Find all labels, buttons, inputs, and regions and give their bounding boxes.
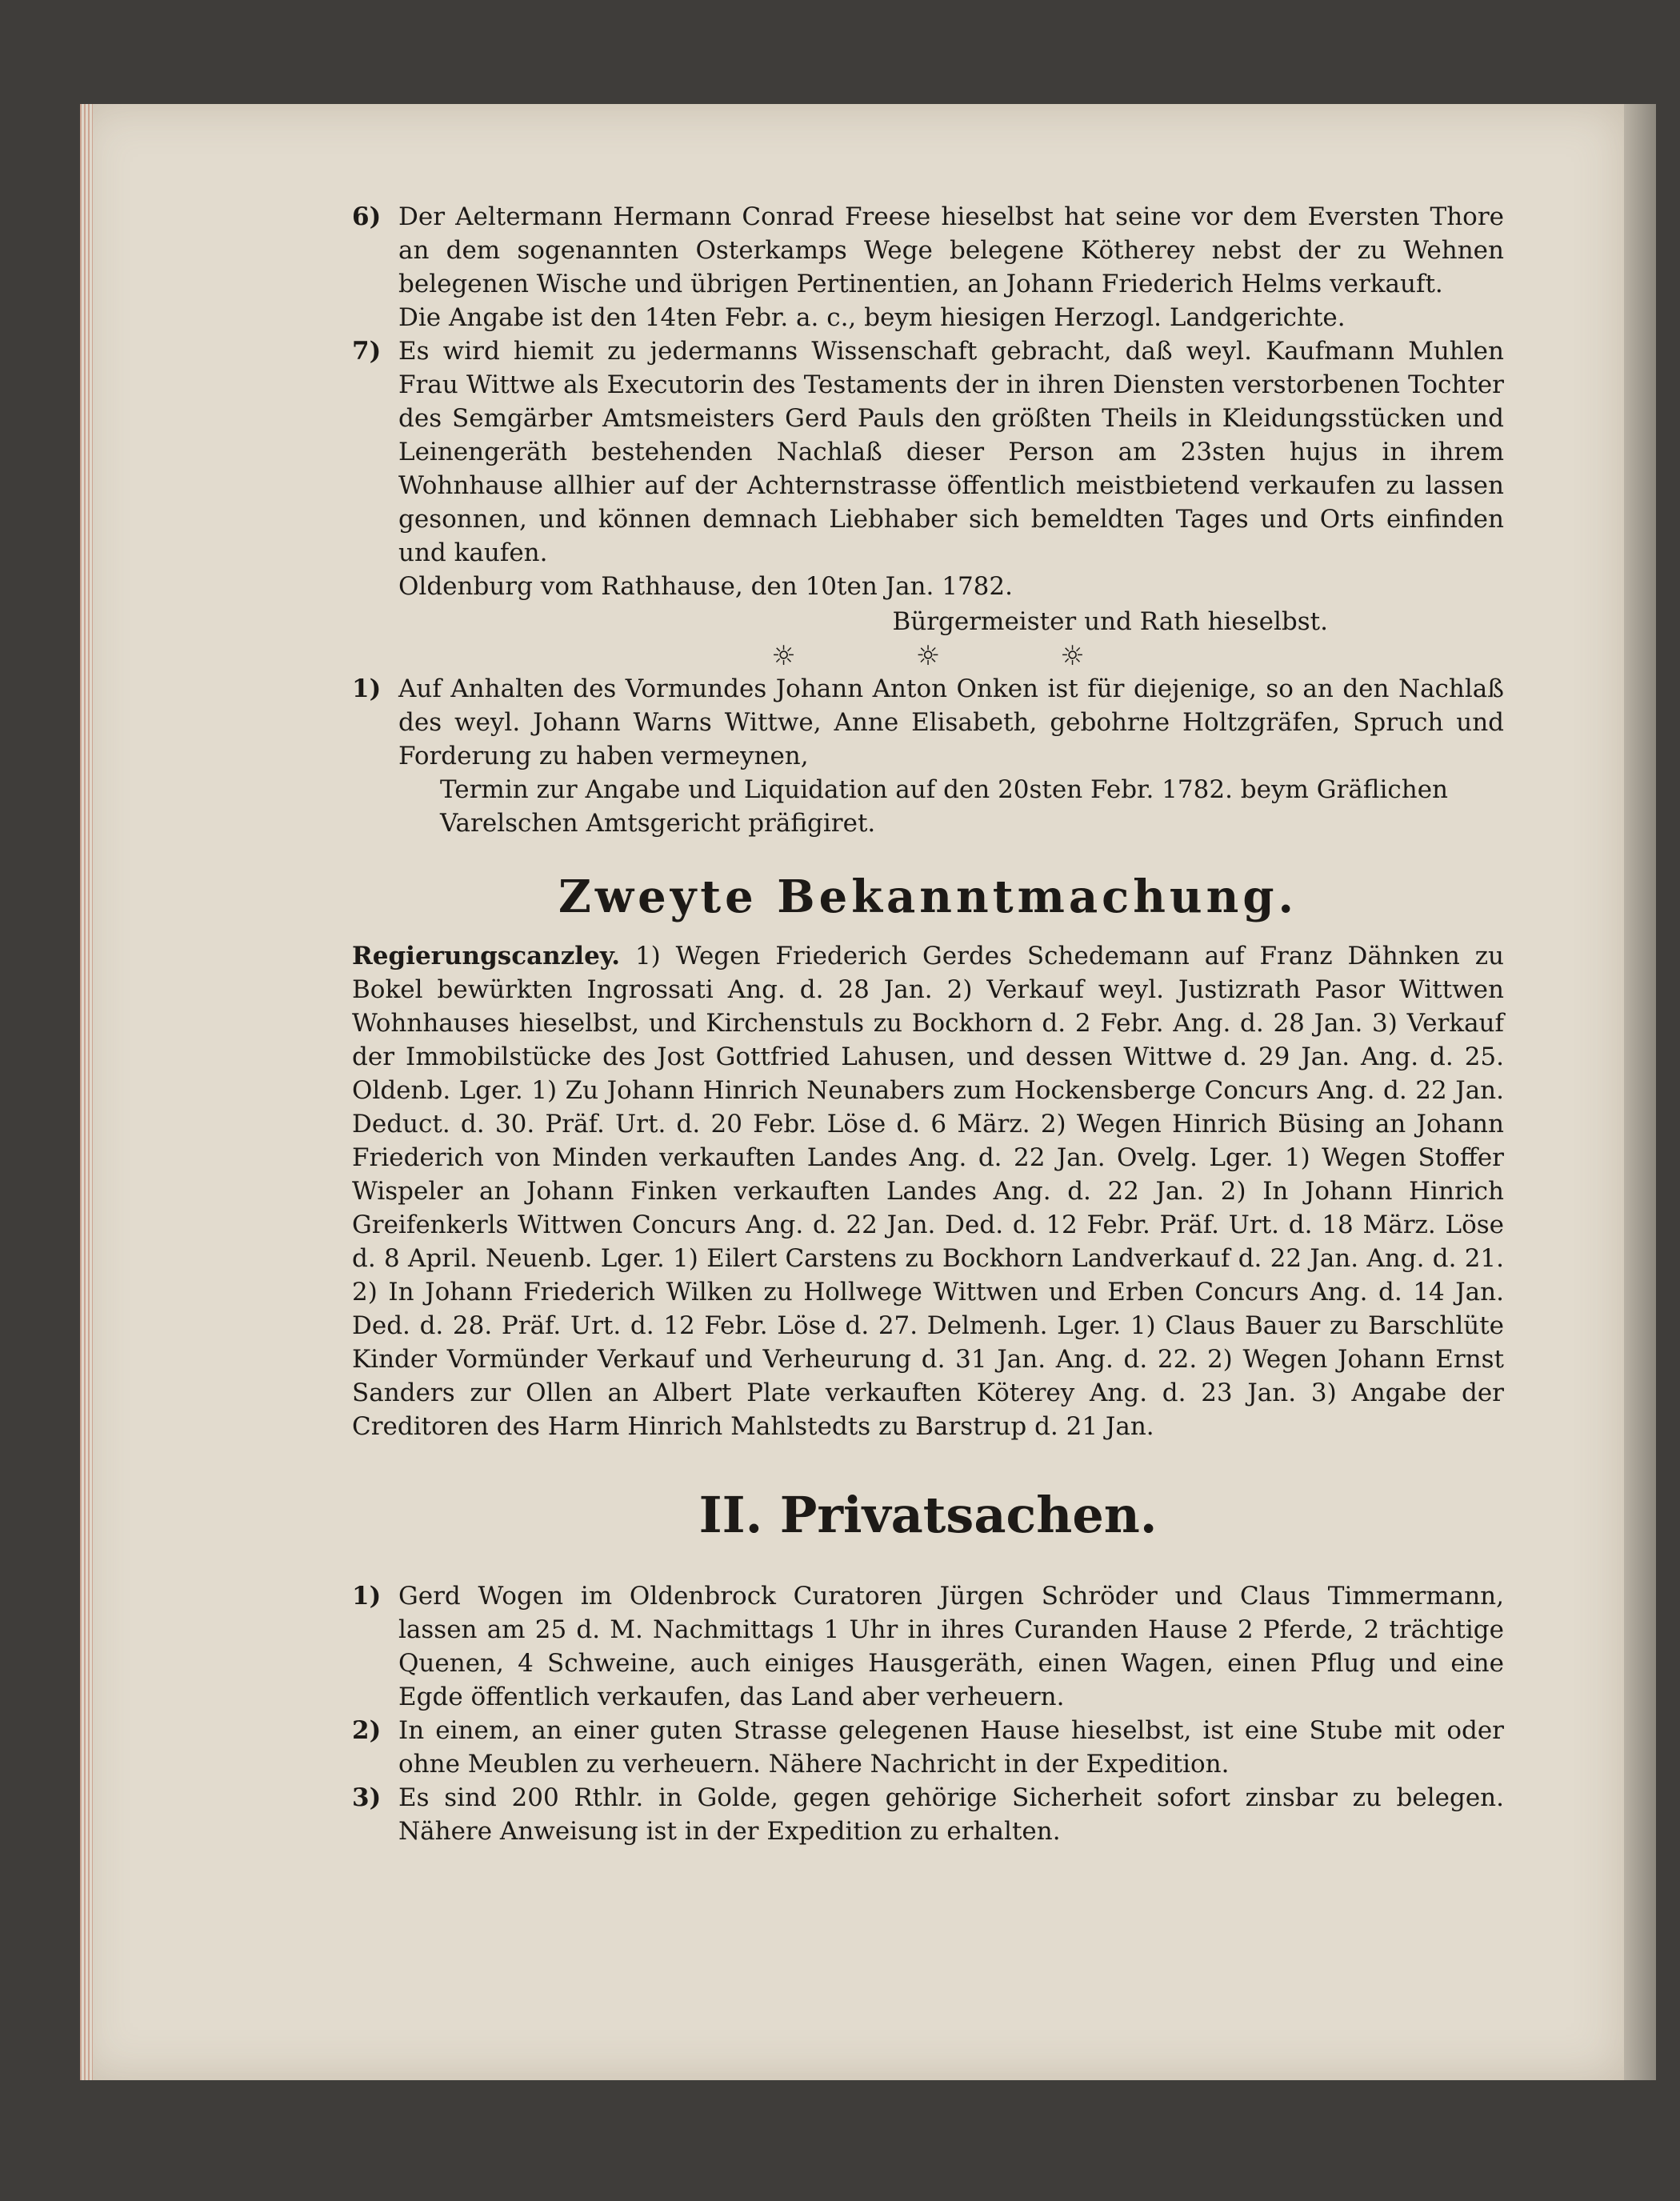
item-text: Der Aeltermann Hermann Conrad Freese hieselbst hat seine vor dem Eversten Thore an dem sogenannten Osterkamps Wege belegene Kötherey nebst der zu Wehnen belegenen Wische und übrigen Pertinentien, an Johann Friederich Helms verkauft.: [398, 202, 1504, 298]
privat-item-2: [352, 1714, 1504, 1781]
page-text: [352, 200, 1504, 1848]
item-text: Auf Anhalten des Vormundes Johann Anton Onken ist für diejenige, so an den Nachlaß des weyl. Johann Warns Wittwe, Anne Elisabeth, gebohrne Holtzgräfen, Spruch und Forderung zu haben vermeynen,: [398, 674, 1504, 770]
notice-item-7: [352, 334, 1504, 570]
termin-line: Termin zur Angabe und Liquidation auf den 20sten Febr. 1782. beym Gräflichen Varelschen Amtsgericht präfigiret.: [440, 775, 1449, 838]
section-heading-zweyte: Zweyte Bekanntmachung.: [558, 870, 1298, 923]
item-text: Es sind 200 Rthlr. in Golde, gegen gehörige Sicherheit sofort zinsbar zu belegen. Nähere Anweisung ist in der Expedition zu erhalten.: [398, 1783, 1504, 1846]
ornament-row: [352, 642, 1504, 670]
notice-item-6: [352, 200, 1504, 301]
section-heading-privatsachen: II. Privatsachen.: [698, 1486, 1158, 1544]
item-number: 7): [352, 337, 382, 366]
item-text: Gerd Wogen im Oldenbrock Curatoren Jürgen Schröder und Claus Timmermann, lassen am 25 d. M. Nachmittags 1 Uhr in ihres Curanden Hause 2 Pferde, 2 trächtige Quenen, 4 Schweine, auch einiges Hausgeräth, einen Wagen, einen Pflug und eine Egde öffentlich verkaufen, das Land aber verheuern.: [398, 1582, 1504, 1711]
sun-ornament-icon: ☼: [771, 640, 796, 672]
page-stack-edge: [80, 104, 93, 2080]
item-number: 3): [352, 1783, 382, 1812]
item-text: In einem, an einer guten Strasse gelegenen Hause hieselbst, ist eine Stube mit oder ohne Meublen zu verheuern. Nähere Nachricht in der Expedition.: [398, 1716, 1504, 1779]
zweyte-lead: Regierungscanzley.: [352, 942, 621, 970]
sun-ornament-icon: ☼: [915, 640, 941, 672]
privat-item-3: [352, 1781, 1504, 1848]
item-6-note: Die Angabe ist den 14ten Febr. a. c., beym hiesigen Herzogl. Landgerichte.: [398, 303, 1346, 332]
item-number: 6): [352, 202, 382, 231]
binding-gutter: [1624, 104, 1656, 2080]
zweyte-paragraph: [352, 939, 1504, 1443]
dateline: Oldenburg vom Rathhause, den 10ten Jan. 1782.: [398, 572, 1013, 601]
signature-line: Bürgermeister und Rath hieselbst.: [892, 607, 1328, 636]
item-number: 2): [352, 1716, 382, 1745]
zweyte-text: 1) Wegen Friederich Gerdes Schedemann auf Franz Dähnken zu Bokel bewürkten Ingrossati Ang. d. 28 Jan. 2) Verkauf weyl. Justizrath Pasor Wittwen Wohnhauses hieselbst, und Kirchenstuls zu Bockhorn d. 2 Febr. Ang. d. 28 Jan. 3) Verkauf der Immobilstücke des Jost Gottfried Lahusen, und dessen Wittwe d. 29 Jan. Ang. d. 25. Oldenb. Lger. 1) Zu Johann Hinrich Neunabers zum Hockensberge Concurs Ang. d. 22 Jan. Deduct. d. 30. Präf. Urt. d. 20 Febr. Löse d. 6 März. 2) Wegen Hinrich Büsing an Johann Friederich von Minden verkauften Landes Ang. d. 22 Jan. Ovelg. Lger. 1) Wegen Stoffer Wispeler an Johann Finken verkauften Landes Ang. d. 22 Jan. 2) In Johann Hinrich Greifenkerls Wittwen Concurs Ang. d. 22 Jan. Ded. d. 12 Febr. Präf. Urt. d. 18 März. Löse d. 8 April. Neuenb. Lger. 1) Eilert Carstens zu Bockhorn Landverkauf d. 22 Jan. Ang. d. 21. 2) In Johann Friederich Wilken zu Hollwege Wittwen und Erben Concurs Ang. d. 14 Jan. Ded. d. 28. Präf. Urt. d. 12 Febr. Löse d. 27. Delmenh. Lger. 1) Claus Bauer zu Barschlüte Kinder Vormünder Verkauf und Verheurung d. 31 Jan. Ang. d. 22. 2) Wegen Johann Ernst Sanders zur Ollen an Albert Plate verkauften Köterey Ang. d. 23 Jan. 3) Angabe der Creditoren des Harm Hinrich Mahlstedts zu Barstrup d. 21 Jan.: [352, 942, 1504, 1441]
item-text: Es wird hiemit zu jedermanns Wissenschaft gebracht, daß weyl. Kaufmann Muhlen Frau Wittwe als Executorin des Testaments der in ihren Diensten verstorbenen Tochter des Semgärber Amtsmeisters Gerd Pauls den größten Theils in Kleidungsstücken und Leinengeräth bestehenden Nachlaß dieser Person am 23sten hujus in ihrem Wohnhause allhier auf der Achternstrasse öffentlich meistbietend verkaufen zu lassen gesonnen, und können demnach Liebhaber sich bemeldten Tages und Orts einfinden und kaufen.: [398, 337, 1504, 567]
item-number: 1): [352, 1582, 382, 1611]
item-number: 1): [352, 674, 382, 703]
notice-item-varel: [352, 672, 1504, 773]
sun-ornament-icon: ☼: [1060, 640, 1085, 672]
privat-item-1: [352, 1579, 1504, 1714]
